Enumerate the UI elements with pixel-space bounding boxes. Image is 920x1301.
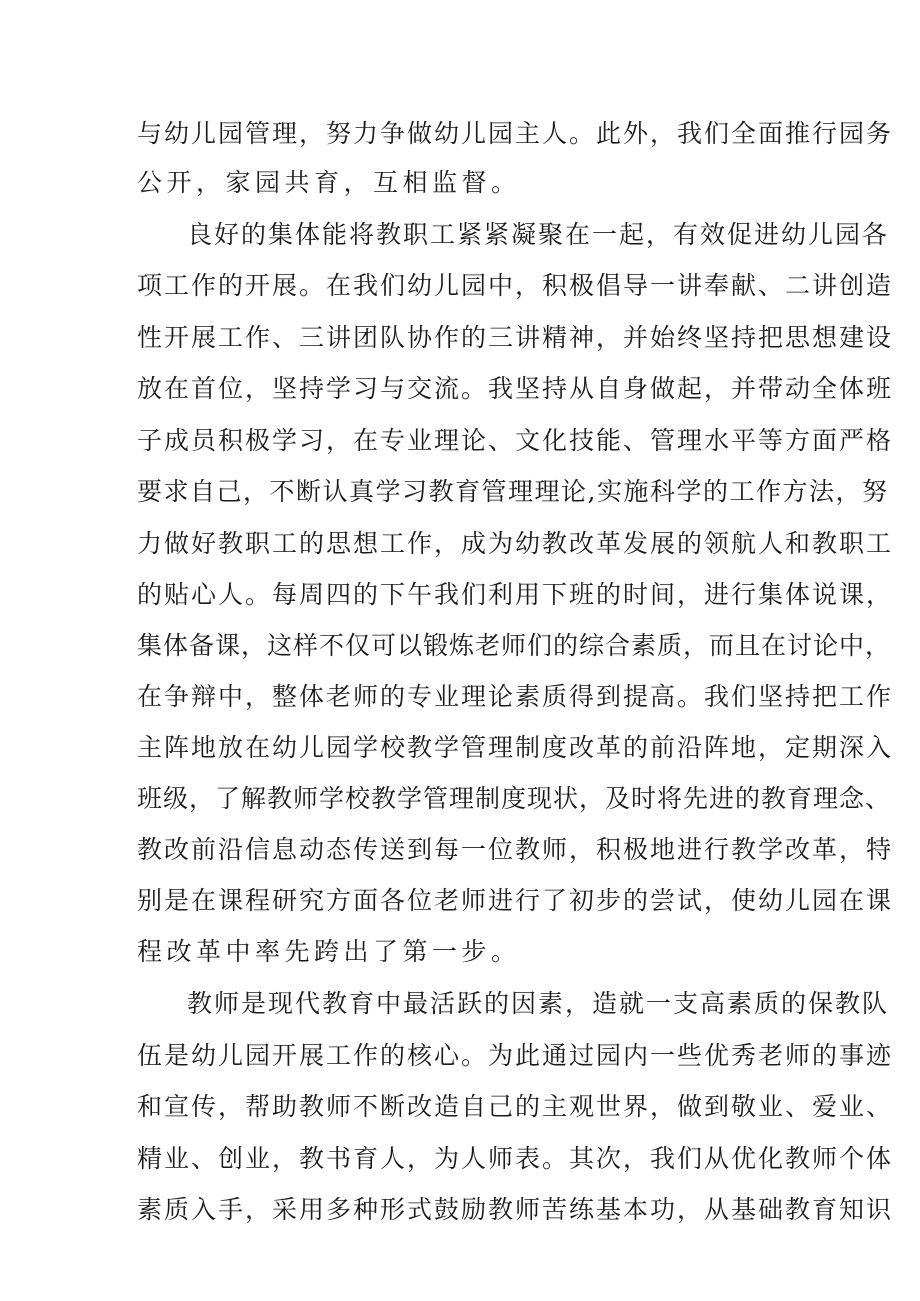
text-line: 集体备课，这样不仅可以锻炼老师们的综合素质，而且在讨论中， (137, 631, 892, 660)
text-line: 项工作的开展。在我们幼儿园中，积极倡导一讲奉献、二讲创造 (137, 271, 894, 300)
text-line: 别是在课程研究方面各位老师进行了初步的尝试，使幼儿园在课 (137, 886, 894, 915)
text-line: 程改革中率先跨出了第一步。 (137, 937, 521, 966)
text-line: 力做好教职工的思想工作，成为幼教改革发展的领航人和教职工 (137, 529, 894, 558)
paragraph-first-line: 教师是现代教育中最活跃的因素，造就一支高素质的保教队 (187, 989, 890, 1018)
text-line: 的贴心人。每周四的下午我们利用下班的时间，进行集体说课， (137, 580, 894, 609)
text-line: 伍是幼儿园开展工作的核心。为此通过园内一些优秀老师的事迹 (137, 1041, 894, 1070)
text-line: 要求自己，不断认真学习教育管理理论,实施科学的工作方法，努 (137, 477, 889, 506)
text-line: 主阵地放在幼儿园学校教学管理制度改革的前沿阵地，定期深入 (137, 733, 894, 762)
text-line: 素质入手，采用多种形式鼓励教师苦练基本功，从基础教育知识 (137, 1195, 894, 1224)
text-line: 和宣传，帮助教师不断改造自己的主观世界，做到敬业、爱业、 (137, 1092, 894, 1121)
text-line: 在争辩中，整体老师的专业理论素质得到提高。我们坚持把工作 (137, 682, 894, 711)
text-line: 子成员积极学习，在专业理论、文化技能、管理水平等方面严格 (137, 426, 894, 455)
text-line: 公开，家园共育，互相监督。 (137, 168, 521, 197)
text-line: 精业、创业，教书育人，为人师表。其次，我们从优化教师个体 (137, 1144, 894, 1173)
text-line: 放在首位，坚持学习与交流。我坚持从自身做起，并带动全体班 (137, 374, 894, 403)
text-line: 与幼儿园管理，努力争做幼儿园主人。此外，我们全面推行园务 (137, 119, 894, 148)
text-line: 班级，了解教师学校教学管理制度现状，及时将先进的教育理念、 (137, 784, 892, 813)
text-line: 教改前沿信息动态传送到每一位教师，积极地进行教学改革，特 (137, 835, 894, 864)
text-line: 性开展工作、三讲团队协作的三讲精神，并始终坚持把思想建设 (137, 323, 894, 352)
paragraph-first-line: 良好的集体能将教职工紧紧凝聚在一起，有效促进幼儿园各 (187, 220, 890, 249)
